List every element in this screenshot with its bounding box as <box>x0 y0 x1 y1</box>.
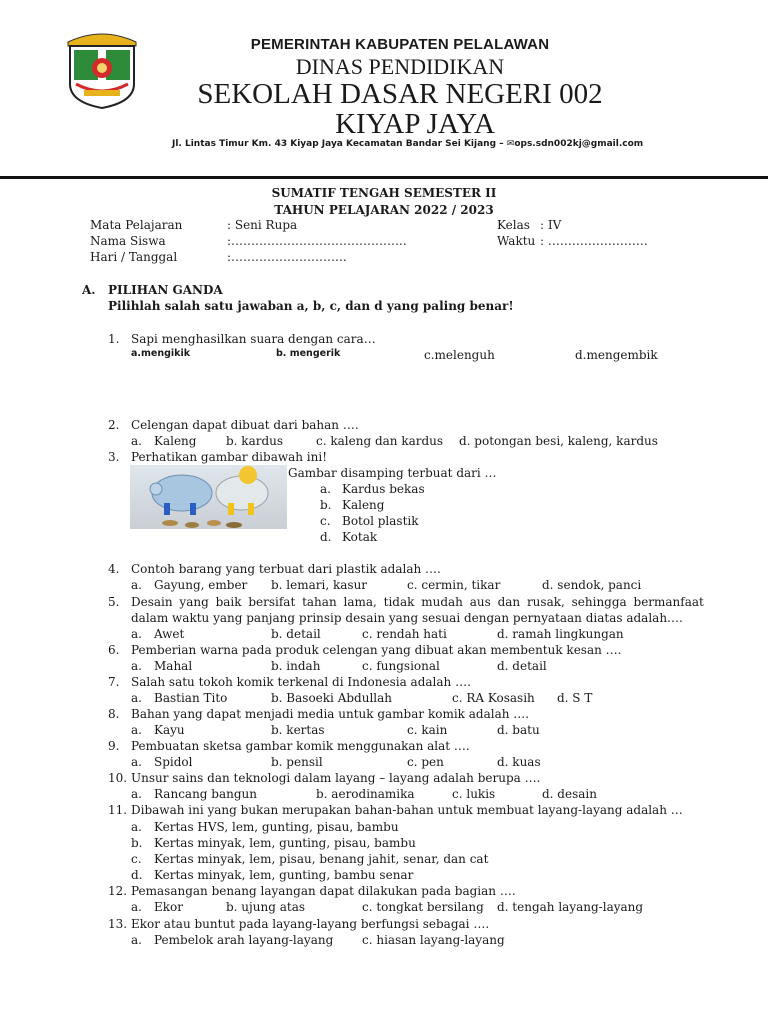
question-number: 12. <box>108 884 128 898</box>
option-c[interactable]: c. tongkat bersilang <box>362 900 484 914</box>
option-a-marker: a. <box>131 627 142 641</box>
section-marker: A. <box>82 283 96 297</box>
option-d[interactable]: d. desain <box>542 787 597 801</box>
option-d[interactable]: d. potongan besi, kaleng, kardus <box>459 434 658 448</box>
department-name: DINAS PENDIDIKAN <box>295 54 505 79</box>
option-a[interactable]: Mahal <box>154 659 193 673</box>
question-text: Ekor atau buntut pada layang-layang berfungsi sebagai …. <box>131 917 490 931</box>
exam-year: TAHUN PELAJARAN 2022 / 2023 <box>274 203 494 217</box>
question-number: 7. <box>108 675 120 689</box>
email-text: ops.sdn002kj@gmail.com <box>514 139 644 149</box>
option-d[interactable]: d. ramah lingkungan <box>497 627 624 641</box>
option-b[interactable]: Kaleng <box>342 498 385 512</box>
option-c[interactable]: c. kain <box>407 723 448 737</box>
option-d[interactable]: d. kuas <box>497 755 541 769</box>
option-c[interactable]: Botol plastik <box>342 514 419 528</box>
class-label: Kelas <box>497 218 530 232</box>
option-a[interactable]: a.mengikik <box>131 348 191 359</box>
question-text: Pembuatan sketsa gambar komik menggunakan alat …. <box>131 739 470 753</box>
option-b[interactable]: b. ujung atas <box>226 900 306 914</box>
question-number: 2. <box>108 418 120 432</box>
option-c[interactable]: c. fungsional <box>362 659 440 673</box>
question-number: 9. <box>108 739 120 753</box>
exam-title: SUMATIF TENGAH SEMESTER II <box>271 186 497 200</box>
option-c[interactable]: c. kaleng dan kardus <box>316 434 444 448</box>
government-name: PEMERINTAH KABUPATEN PELALAWAN <box>250 36 550 53</box>
option-d-marker: d. <box>131 868 143 882</box>
option-a-marker: a. <box>131 820 142 834</box>
option-a[interactable]: Kaleng <box>154 434 197 448</box>
option-c[interactable]: Kertas minyak, lem, pisau, benang jahit, senar, dan cat <box>154 852 489 866</box>
option-b-marker: b. <box>320 498 332 512</box>
question-text: Contoh barang yang terbuat dari plastik adalah …. <box>131 562 441 576</box>
option-a[interactable]: Ekor <box>154 900 183 914</box>
school-location: KIYAP JAYA <box>335 108 495 140</box>
time-label: Waktu <box>497 234 536 248</box>
option-c[interactable]: c. RA Kosasih <box>452 691 535 705</box>
option-d[interactable]: Kotak <box>342 530 378 544</box>
school-name: SEKOLAH DASAR NEGERI 002 <box>197 78 603 110</box>
question-text: Pemberian warna pada produk celengan yang dibuat akan membentuk kesan …. <box>131 643 622 657</box>
section-instruction: Pilihlah salah satu jawaban a, b, c, dan d yang paling benar! <box>108 299 514 313</box>
option-a-marker: a. <box>131 787 142 801</box>
option-b[interactable]: b. indah <box>271 659 321 673</box>
question-number: 3. <box>108 450 120 464</box>
option-a-marker: a. <box>131 691 142 705</box>
option-a[interactable]: Bastian Tito <box>154 691 228 705</box>
question-text: Desain yang baik bersifat tahan lama, tidak mudah aus dan rusak, sehingga bermanfaat <box>131 595 704 609</box>
option-c[interactable]: c. cermin, tikar <box>407 578 501 592</box>
subject-value: : Seni Rupa <box>227 218 298 232</box>
piggy-bank-bottles-photo <box>130 465 287 529</box>
option-b[interactable]: b. kardus <box>226 434 284 448</box>
question-text: Sapi menghasilkan suara dengan cara… <box>131 332 376 346</box>
option-d-marker: d. <box>320 530 332 544</box>
option-d[interactable]: d. tengah layang-layang <box>497 900 644 914</box>
student-label: Nama Siswa <box>90 234 166 248</box>
option-a[interactable]: Awet <box>154 627 185 641</box>
option-b[interactable]: b. lemari, kasur <box>271 578 368 592</box>
question-text: Celengan dapat dibuat dari bahan …. <box>131 418 359 432</box>
question-number: 4. <box>108 562 120 576</box>
question-side-text: Gambar disamping terbuat dari … <box>288 466 497 480</box>
option-b[interactable]: b. aerodinamika <box>316 787 415 801</box>
letterhead-divider <box>0 176 768 179</box>
option-b[interactable]: b. pensil <box>271 755 323 769</box>
option-d[interactable]: Kertas minyak, lem, gunting, bambu senar <box>154 868 414 882</box>
question-number: 11. <box>108 803 128 817</box>
option-c-marker: c. <box>131 852 142 866</box>
question-text: Perhatikan gambar dibawah ini! <box>131 450 328 464</box>
option-c[interactable]: c. lukis <box>452 787 496 801</box>
option-c[interactable]: c. rendah hati <box>362 627 447 641</box>
option-a[interactable]: Pembelok arah layang-layang <box>154 933 334 947</box>
option-d[interactable]: d. S T <box>557 691 593 705</box>
question-text: Salah satu tokoh komik terkenal di Indonesia adalah …. <box>131 675 471 689</box>
option-d[interactable]: d.mengembik <box>575 348 658 362</box>
option-a-marker: a. <box>320 482 331 496</box>
email-icon: ✉ <box>506 139 515 149</box>
option-a-marker: a. <box>131 933 142 947</box>
option-b-marker: b. <box>131 836 143 850</box>
question-number: 5. <box>108 595 120 609</box>
option-b[interactable]: b. Basoeki Abdullah <box>271 691 393 705</box>
date-field[interactable]: :……………………….. <box>227 250 347 264</box>
option-b[interactable]: Kertas minyak, lem, gunting, pisau, bambu <box>154 836 416 850</box>
option-c[interactable]: c. hiasan layang-layang <box>362 933 505 947</box>
option-a[interactable]: Rancang bangun <box>154 787 257 801</box>
question-number: 10. <box>108 771 128 785</box>
option-a-marker: a. <box>131 900 142 914</box>
class-value: : IV <box>540 218 562 232</box>
question-number: 13. <box>108 917 128 931</box>
question-text-continued: dalam waktu yang panjang prinsip desain yang sesuai dengan pernyataan diatas adalah…. <box>131 611 683 625</box>
student-field[interactable]: :…………………………………….. <box>227 234 407 248</box>
option-b[interactable]: b. detail <box>271 627 321 641</box>
question-text: Pemasangan benang layangan dapat dilakukan pada bagian …. <box>131 884 516 898</box>
address-line <box>172 139 643 149</box>
question-text: Bahan yang dapat menjadi media untuk gambar komik adalah …. <box>131 707 530 721</box>
option-d[interactable]: d. batu <box>497 723 540 737</box>
option-a-marker: a. <box>131 434 142 448</box>
option-a-marker: a. <box>131 659 142 673</box>
option-a-marker: a. <box>131 578 142 592</box>
option-c-marker: c. <box>320 514 331 528</box>
question-text: Dibawah ini yang bukan merupakan bahan-bahan untuk membuat layang-layang adalah … <box>131 803 683 817</box>
option-b[interactable]: b. mengerik <box>276 348 341 359</box>
question-number: 1. <box>108 332 120 346</box>
option-a-marker: a. <box>131 755 142 769</box>
option-d[interactable]: d. detail <box>497 659 547 673</box>
question-number: 6. <box>108 643 120 657</box>
option-a[interactable]: Kardus bekas <box>342 482 425 496</box>
date-label: Hari / Tanggal <box>90 250 178 264</box>
option-c[interactable]: c. pen <box>407 755 444 769</box>
subject-label: Mata Pelajaran <box>90 218 183 232</box>
section-title: PILIHAN GANDA <box>108 283 223 297</box>
option-b[interactable]: b. kertas <box>271 723 325 737</box>
option-a[interactable]: Spidol <box>154 755 193 769</box>
option-a[interactable]: Kertas HVS, lem, gunting, pisau, bambu <box>154 820 399 834</box>
option-c[interactable]: c.melenguh <box>424 348 495 362</box>
option-a[interactable]: Gayung, ember <box>154 578 248 592</box>
time-field[interactable]: : ……………………. <box>540 234 648 248</box>
option-a[interactable]: Kayu <box>154 723 185 737</box>
option-d[interactable]: d. sendok, panci <box>542 578 642 592</box>
question-number: 8. <box>108 707 120 721</box>
option-a-marker: a. <box>131 723 142 737</box>
question-text: Unsur sains dan teknologi dalam layang – layang adalah berupa …. <box>131 771 541 785</box>
address-text: Jl. Lintas Timur Km. 43 Kiyap Jaya Kecamatan Bandar Sei Kijang – <box>172 139 507 149</box>
